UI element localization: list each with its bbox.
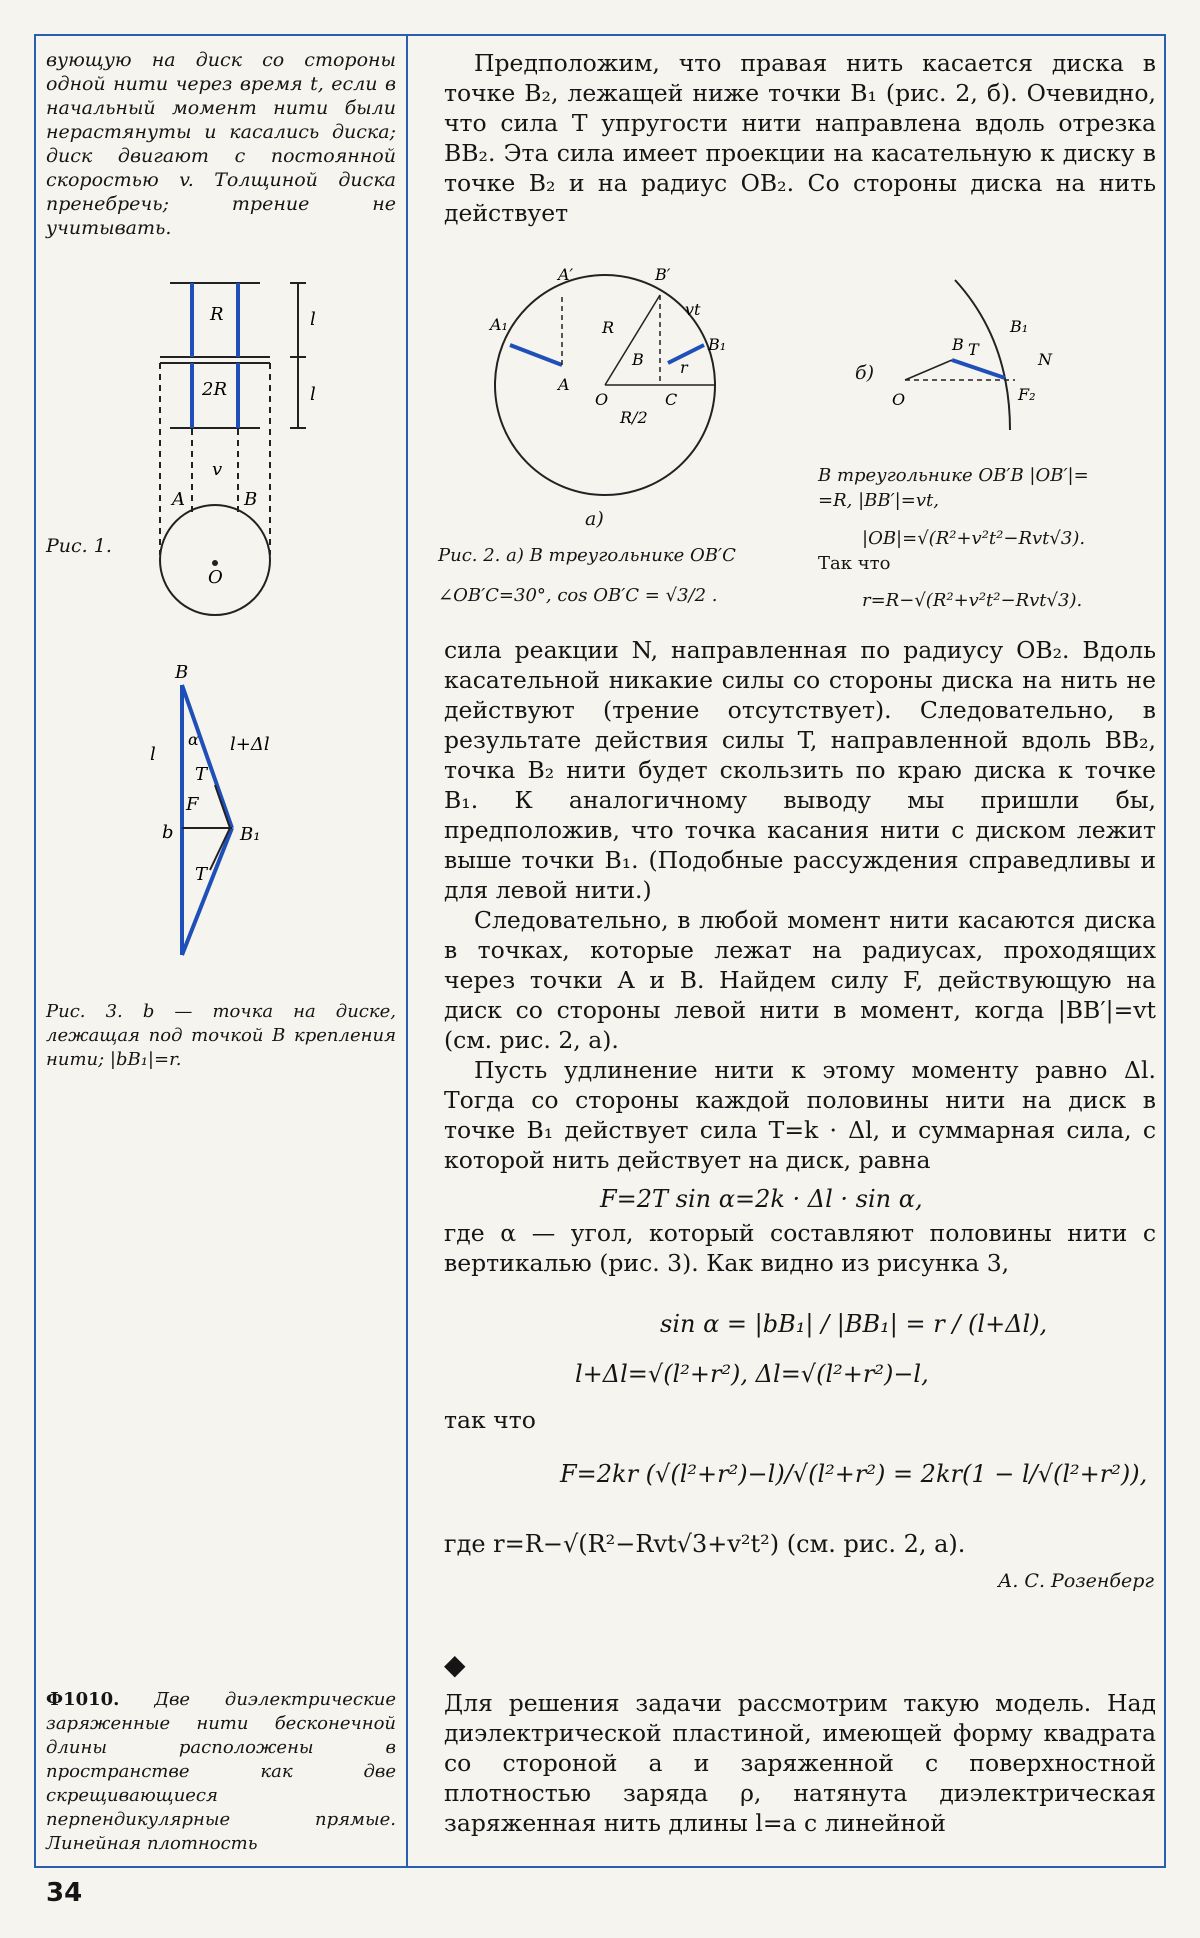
svg-text:B: B <box>632 350 644 369</box>
svg-text:O: O <box>892 390 906 409</box>
fig2b-caption-3: |OB|=√(R²+v²t²−Rvt√3). <box>862 528 1086 549</box>
problem-label: Ф1010. <box>46 1689 120 1710</box>
problem-text: Две диэлектрические заряженные нити бесконечной длины расположены в пространстве как две скрещивающиеся перпендикулярные прямые. Линейная плотность <box>46 1689 396 1854</box>
fig2b-caption-5: r=R−√(R²+v²t²−Rvt√3). <box>862 590 1083 611</box>
problem-f1010 <box>46 1688 396 1856</box>
svg-text:l: l <box>150 744 156 765</box>
svg-text:R: R <box>210 304 224 325</box>
section-diamond: ◆ <box>444 1648 466 1681</box>
para1: Предположим, что правая нить касается диска в точке B₂, лежащей ниже точки B₁ (рис. 2, б). Очевидно, что сила T упругости нити направлена вдоль отрезка BB₂. Эта сила имеет проекции на касательную к диску в точке B₂ и на радиус OB₂. Со стороны диска на нить действует <box>444 49 1156 227</box>
so-that: так что <box>444 1406 536 1434</box>
svg-text:l: l <box>310 384 316 405</box>
svg-text:C: C <box>665 390 678 409</box>
sidebar-problem-text: вующую на диск со стороны одной нити через время t, если в начальный момент нити были нерастянуты и касались диска; диск двигают с постоянной скоростью v. Толщиной диска пренебречь; трение не учитывать. <box>46 49 396 239</box>
svg-text:O: O <box>595 390 609 409</box>
column-divider <box>406 36 408 1866</box>
author-signature: А. С. Розенберг <box>997 1570 1154 1592</box>
svg-text:N: N <box>1038 350 1052 369</box>
svg-text:A: A <box>558 375 570 394</box>
svg-text:T: T <box>195 764 208 785</box>
main-para5 <box>444 1218 1156 1278</box>
svg-text:v: v <box>212 459 223 480</box>
svg-text:A: A <box>172 489 185 510</box>
fig2a-caption: Рис. 2. а) В треугольнике OB′C <box>438 545 736 566</box>
svg-text:l: l <box>310 309 316 330</box>
svg-text:2R: 2R <box>202 379 228 400</box>
svg-text:B: B <box>244 489 258 510</box>
para5: где α — угол, который составляют половины нити с вертикалью (рис. 3). Как видно из рисунка 3, <box>444 1219 1156 1277</box>
equation-5: где r=R−√(R²−Rvt√3+v²t²) (см. рис. 2, a). <box>444 1530 966 1558</box>
para4: Пусть удлинение нити к этому моменту равно Δl. Тогда со стороны каждой половины нити на диск в точке B₁ действует сила T=k · Δl, и суммарная сила, с которой нить действует на диск, равна <box>444 1056 1156 1174</box>
fig2b-caption-2: =R, |BB′|=vt, <box>818 490 939 511</box>
svg-text:r: r <box>680 358 688 377</box>
svg-text:R/2: R/2 <box>620 408 648 427</box>
equation-4: F=2kr (√(l²+r²)−l)/√(l²+r²) = 2kr(1 − l/√(l²+r²)), <box>560 1460 1148 1488</box>
svg-text:B₁: B₁ <box>240 824 261 845</box>
para3: Следовательно, в любой момент нити касаются диска в точках, которые лежат на радиусах, проходящих через точки A и B. Найдем силу F, действующую на диск со стороны левой нити в момент, когда |BB′|=vt (см. рис. 2, a). <box>444 906 1156 1054</box>
svg-text:b: b <box>162 822 174 843</box>
equation-3: l+Δl=√(l²+r²), Δl=√(l²+r²)−l, <box>575 1360 929 1388</box>
fig2b-caption-1: В треугольнике OB′B |OB′|= <box>818 465 1089 486</box>
svg-text:A₁: A₁ <box>490 315 508 334</box>
main-para1 <box>444 48 1156 228</box>
svg-text:A′: A′ <box>558 265 574 284</box>
figure-3 <box>140 660 330 960</box>
equation-2: sin α = |bB₁| / |BB₁| = r / (l+Δl), <box>660 1310 1048 1338</box>
main-body <box>444 635 1156 1175</box>
fig2a-label: а) <box>585 508 604 530</box>
main-sotak <box>444 1405 1156 1435</box>
fig1-caption: Рис. 1. <box>46 535 112 557</box>
svg-text:B: B <box>952 335 964 354</box>
svg-text:B₁: B₁ <box>708 335 727 354</box>
svg-text:l+Δl: l+Δl <box>230 734 270 755</box>
svg-text:T: T <box>195 864 208 885</box>
equation-1: F=2T sin α=2k · Δl · sin α, <box>600 1185 923 1213</box>
svg-text:F: F <box>186 794 199 815</box>
svg-text:B₁: B₁ <box>1010 317 1029 336</box>
main-para6 <box>444 1688 1156 1838</box>
fig3-caption: Рис. 3. b — точка на диске, лежащая под точкой B крепления нити; |bB₁|=r. <box>46 1001 396 1070</box>
figure-2b <box>860 270 1080 450</box>
fig2b-label: б) <box>855 362 875 384</box>
svg-text:vt: vt <box>685 300 701 319</box>
svg-text:B: B <box>175 662 189 683</box>
para6: Для решения задачи рассмотрим такую модель. Над диэлектрической пластиной, имеющей форму квадрата со стороной a и заряженной с поверхностной плотностью заряда ρ, натянута диэлектрическая заряженная нить длины l=a с линейной <box>444 1689 1156 1837</box>
para2: сила реакции N, направленная по радиусу OB₂. Вдоль касательной никакие силы со стороны диска на нить не действуют (трение отсутствует). Следовательно, в результате действия силы T, направленной вдоль BB₂, точка B₂ нити будет скользить по краю диска к точке B₁. К аналогичному выводу мы пришли бы, предположив, что точка касания нити с диском лежит выше точки B₁. (Подобные рассуждения справедливы и для левой нити.) <box>444 636 1156 904</box>
figure-2a <box>480 255 740 535</box>
svg-text:α: α <box>188 730 199 749</box>
fig2b-caption-4: Так что <box>818 553 891 574</box>
svg-text:T: T <box>968 340 979 359</box>
svg-text:B′: B′ <box>655 265 671 284</box>
svg-text:O: O <box>208 567 223 588</box>
svg-text:F₂: F₂ <box>1018 385 1036 404</box>
figure-1 <box>140 265 320 625</box>
fig2a-caption-2: ∠OB′C=30°, cos OB′C = √3/2 . <box>438 585 718 606</box>
page-number: 34 <box>46 1878 83 1908</box>
svg-text:R: R <box>602 318 615 337</box>
